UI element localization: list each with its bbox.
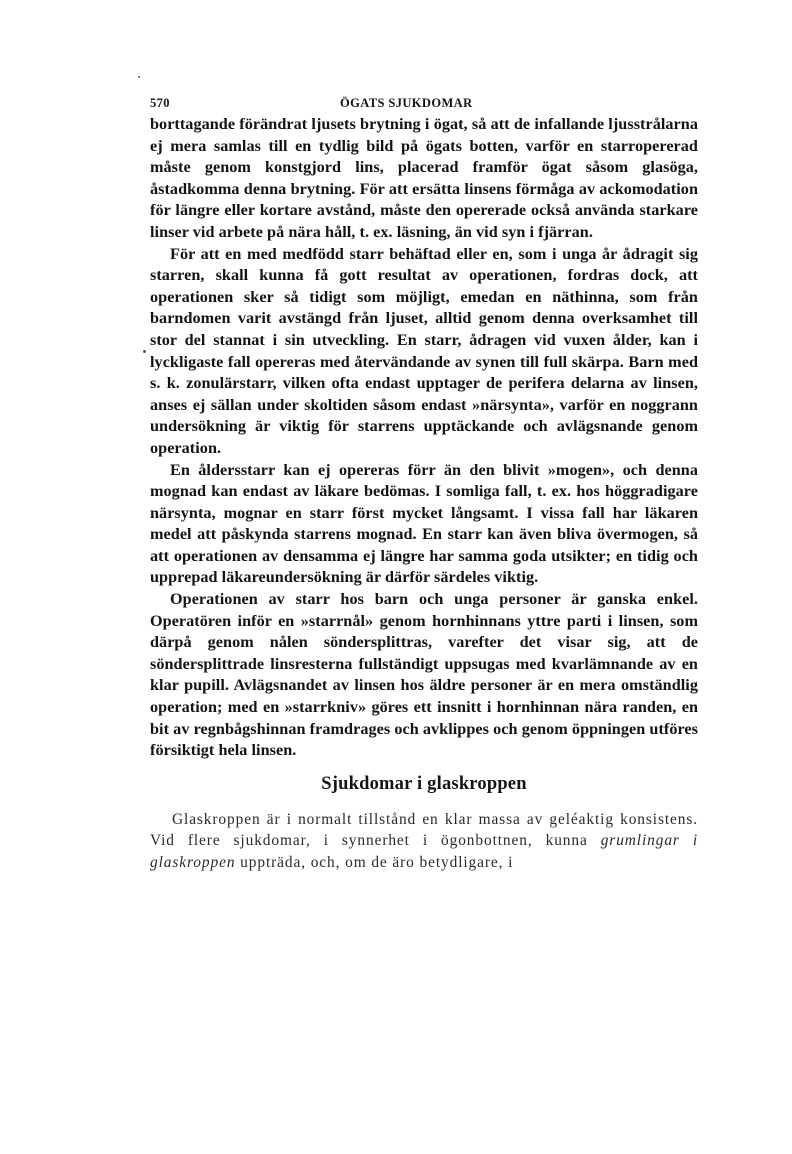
scan-speck <box>138 76 140 78</box>
section-text-end: uppträda, och, om de äro betydligare, i <box>235 853 514 871</box>
section-text <box>150 809 698 874</box>
page-number: 570 <box>150 96 170 110</box>
paragraph-1: borttagande förändrat ljusets brytning i ögat, så att de infallande ljusstrålarna ej mera samlas till en tydlig bild på ögats botten, varför en starropererad måste genom konstgjord lins, placerad framför ögat såsom glasöga, åstadkomma denna brytning. För att ersätta linsens förmåga av ackomodation för längre eller kortare avstånd, måste den opererade också använda starkare linser vid arbete på nära håll, t. ex. läsning, än vid syn i fjärran. <box>150 115 698 241</box>
section-text-start: Glaskroppen är i normalt tillstånd en klar massa av geléaktig konsistens. Vid flere sjukdomar, i synnerhet i ögonbottnen, kunna <box>150 810 698 850</box>
section-text-italic: grumlingar i glaskroppen <box>150 832 698 871</box>
running-title: ÖGATS SJUKDOMAR <box>340 96 473 110</box>
paragraph-2: För att en med medfödd starr behäftad eller en, som i unga år ådragit sig starren, skall kunna få gott resultat av operationen, fordras dock, att operationen sker så tidigt som möjligt, emedan en näthinna, som från barndomen varit avstängd från ljuset, alltid genom denna overksamhet till stor del stannat i sin utveckling. En starr, ådragen vid vuxen ålder, kan i lyckligaste fall opereras med återvändande av synen till full skärpa. Barn med s. k. zonulärstarr, vilken ofta endast upptager de perifera delarna av linsen, anses ej sällan under skoltiden såsom endast »närsynta», varför en noggrann undersökning är viktig för starrens upptäckande och avlägsnande genom operation. <box>150 244 698 457</box>
section-paragraph <box>150 809 698 874</box>
main-text <box>150 114 698 762</box>
section-heading: Sjukdomar i glaskroppen <box>321 773 527 794</box>
running-header <box>150 94 698 114</box>
paragraph-3: En åldersstarr kan ej opereras förr än den blivit »mogen», och denna mognad kan endast av läkare bedömas. I somliga fall, t. ex. hos höggradigare närsynta, mognar en starr först mycket långsamt. I vissa fall har läkaren medel att påskynda starrens mognad. En starr kan även bliva övermogen, så att operationen av densamma ej längre har samma goda utsikter; en tidig och upprepad läkareundersökning är därför särdeles viktig. <box>150 460 698 587</box>
paragraph-4: Operationen av starr hos barn och unga personer är ganska enkel. Operatören inför en »starrnål» genom hornhinnans yttre parti i linsen, som därpå genom nålen söndersplittras, varefter det visar sig, att de söndersplittrade linsresterna fullständigt uppsugas med kvarlämnande av en klar pupill. Avlägsnandet av linsen hos äldre personer är en mera omständlig operation; med en »starrkniv» göres ett insnitt i hornhinnan nära randen, en bit av regnbågshinnan framdrages och avklippes och genom öppningen utföres försiktigt hela linsen. <box>150 590 698 760</box>
book-page <box>150 94 698 873</box>
scan-speck <box>143 350 146 353</box>
